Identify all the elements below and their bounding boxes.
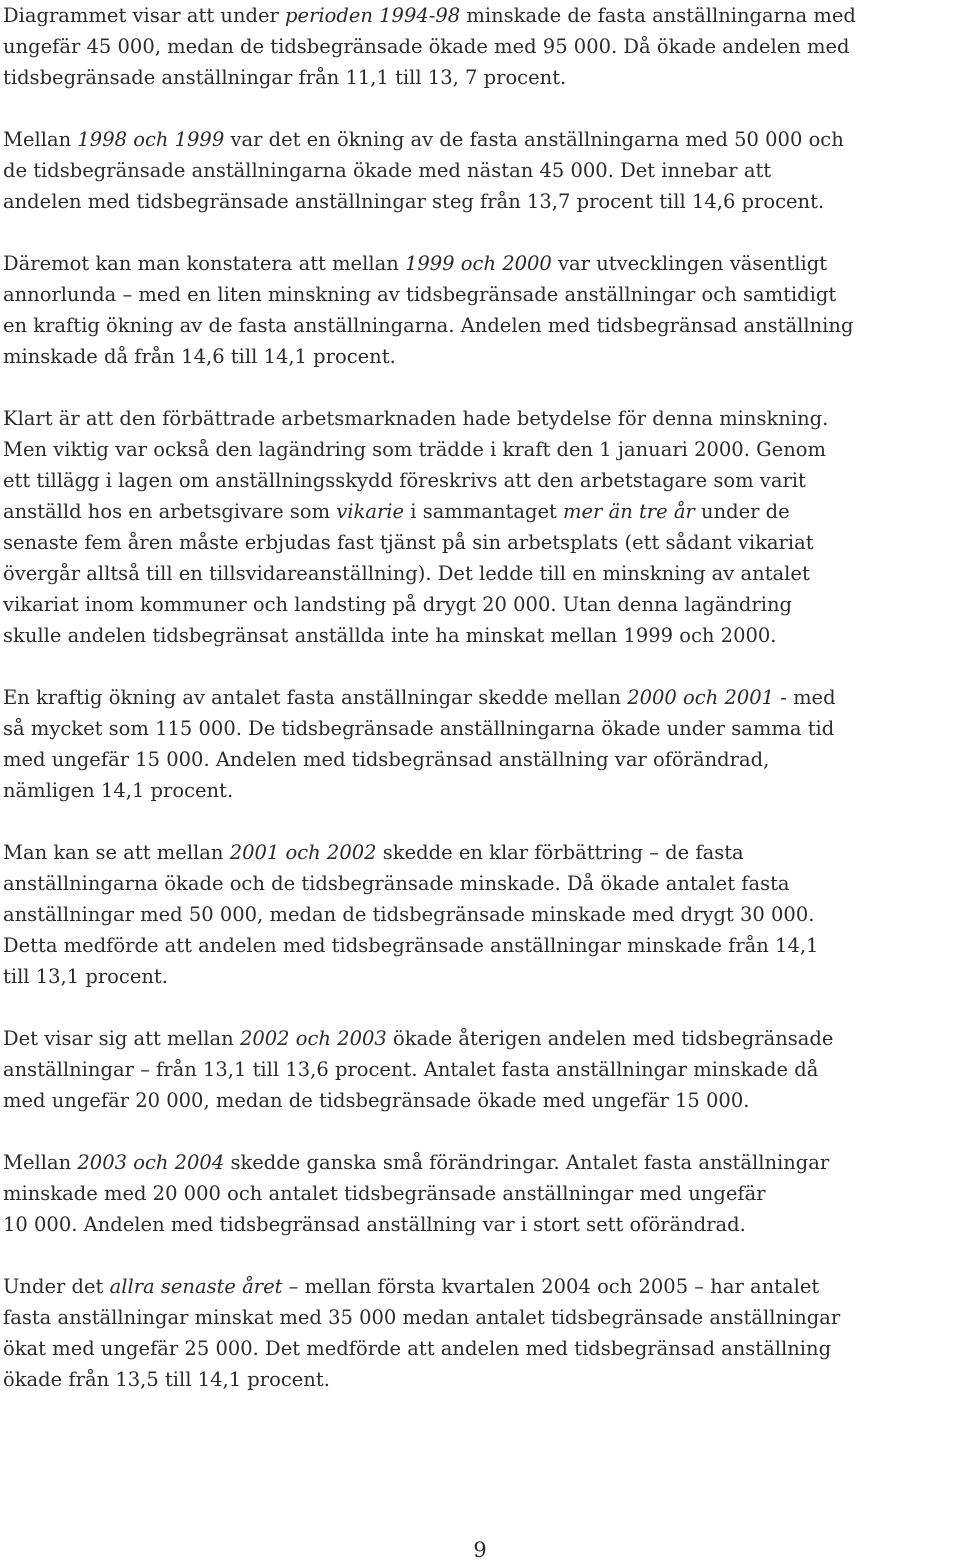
text-run: Det visar sig att mellan — [3, 1027, 240, 1050]
paragraph — [3, 403, 957, 651]
text-run: Däremot kan man konstatera att mellan — [3, 252, 405, 275]
paragraph — [3, 682, 957, 806]
text-run: minskade de fasta anställningarna med ungefär 45 000, medan de tidsbegränsade ökade med 95 000. Då ökade andelen med tidsbegränsade anställningar från 11,1 till 13, 7 procent. — [3, 4, 856, 89]
italic-text: mer än tre år — [563, 500, 695, 523]
text-run: Man kan se att mellan — [3, 841, 230, 864]
paragraph — [3, 1271, 957, 1395]
text-run: skedde ganska små förändringar. Antalet fasta anställningar minskade med 20 000 och antalet tidsbegränsade anställningar med ungefär 10 000. Andelen med tidsbegränsad anställning var i stort sett oförändrad. — [3, 1151, 830, 1236]
text-run: – mellan första kvartalen 2004 och 2005 – har antalet fasta anställningar minskat med 35 000 medan antalet tidsbegränsade anställningar ökat med ungefär 25 000. Det medförde att andelen med tidsbegränsad anställning ökade från 13,5 till 14,1 procent. — [3, 1275, 841, 1391]
text-run: i sammantaget — [404, 500, 564, 523]
text-run: skedde en klar förbättring – de fasta anställningarna ökade och de tidsbegränsade minskade. Då ökade antalet fasta anställningar med 50 000, medan de tidsbegränsade minskade med drygt 30 000. Detta medförde att andelen med tidsbegränsade anställningar minskade från 14,1 till 13,1 procent. — [3, 841, 819, 988]
paragraph — [3, 0, 957, 93]
italic-text: 1999 och 2000 — [404, 252, 552, 275]
page-number: 9 — [473, 1538, 487, 1562]
italic-text: 2001 och 2002 — [229, 841, 377, 864]
paragraph — [3, 1147, 957, 1240]
italic-text: 1998 och 1999 — [77, 128, 225, 151]
text-run: Mellan — [3, 128, 78, 151]
text-run: ökade återigen andelen med tidsbegränsade anställningar – från 13,1 till 13,6 procent. Antalet fasta anställningar minskade då med ungefär 20 000, medan de tidsbegränsade ökade med ungefär 15 000. — [3, 1027, 834, 1112]
italic-text: allra senaste året — [109, 1275, 283, 1298]
text-run: Mellan — [3, 1151, 78, 1174]
paragraph — [3, 124, 957, 217]
text-run: En kraftig ökning av antalet fasta anställningar skedde mellan — [3, 686, 628, 709]
text-run: var det en ökning av de fasta anställningarna med 50 000 och de tidsbegränsade anställningarna ökade med nästan 45 000. Det innebar att andelen med tidsbegränsade anställningar steg från 13,7 procent till 14,6 procent. — [3, 128, 844, 213]
text-run: Klart är att den förbättrade arbetsmarknaden hade betydelse för denna minskning. Men viktig var också den lagändring som trädde i kraft den 1 januari 2000. Genom ett tillägg i lagen om anställningsskydd föreskrivs att den arbetstagare som varit anställd hos en arbetsgivare som — [3, 407, 829, 523]
paragraph — [3, 837, 957, 992]
italic-text: 2000 och 2001 — [627, 686, 775, 709]
italic-text: perioden 1994-98 — [285, 4, 461, 27]
italic-text: 2002 och 2003 — [239, 1027, 387, 1050]
paragraph — [3, 248, 957, 372]
text-run: var utvecklingen väsentligt annorlunda – med en liten minskning av tidsbegränsade anställningar och samtidigt en kraftig ökning av de fasta anställningarna. Andelen med tidsbegränsad anställning minskade då från 14,6 till 14,1 procent. — [3, 252, 854, 368]
body-text — [3, 0, 957, 1426]
italic-text: vikarie — [336, 500, 405, 523]
text-run: under de senaste fem åren måste erbjudas fast tjänst på sin arbetsplats (ett sådant vikariat övergår alltså till en tillsvidareanställning). Det ledde till en minskning av antalet vikariat inom kommuner och landsting på drygt 20 000. Utan denna lagändring skulle andelen tidsbegränsat anställda inte ha minskat mellan 1999 och 2000. — [3, 500, 814, 647]
text-run: - med så mycket som 115 000. De tidsbegränsade anställningarna ökade under samma tid med ungefär 15 000. Andelen med tidsbegränsad anställning var oförändrad, nämligen 14,1 procent. — [3, 686, 836, 802]
text-run: Under det — [3, 1275, 110, 1298]
text-run: Diagrammet visar att under — [3, 4, 286, 27]
paragraph — [3, 1023, 957, 1116]
italic-text: 2003 och 2004 — [77, 1151, 225, 1174]
